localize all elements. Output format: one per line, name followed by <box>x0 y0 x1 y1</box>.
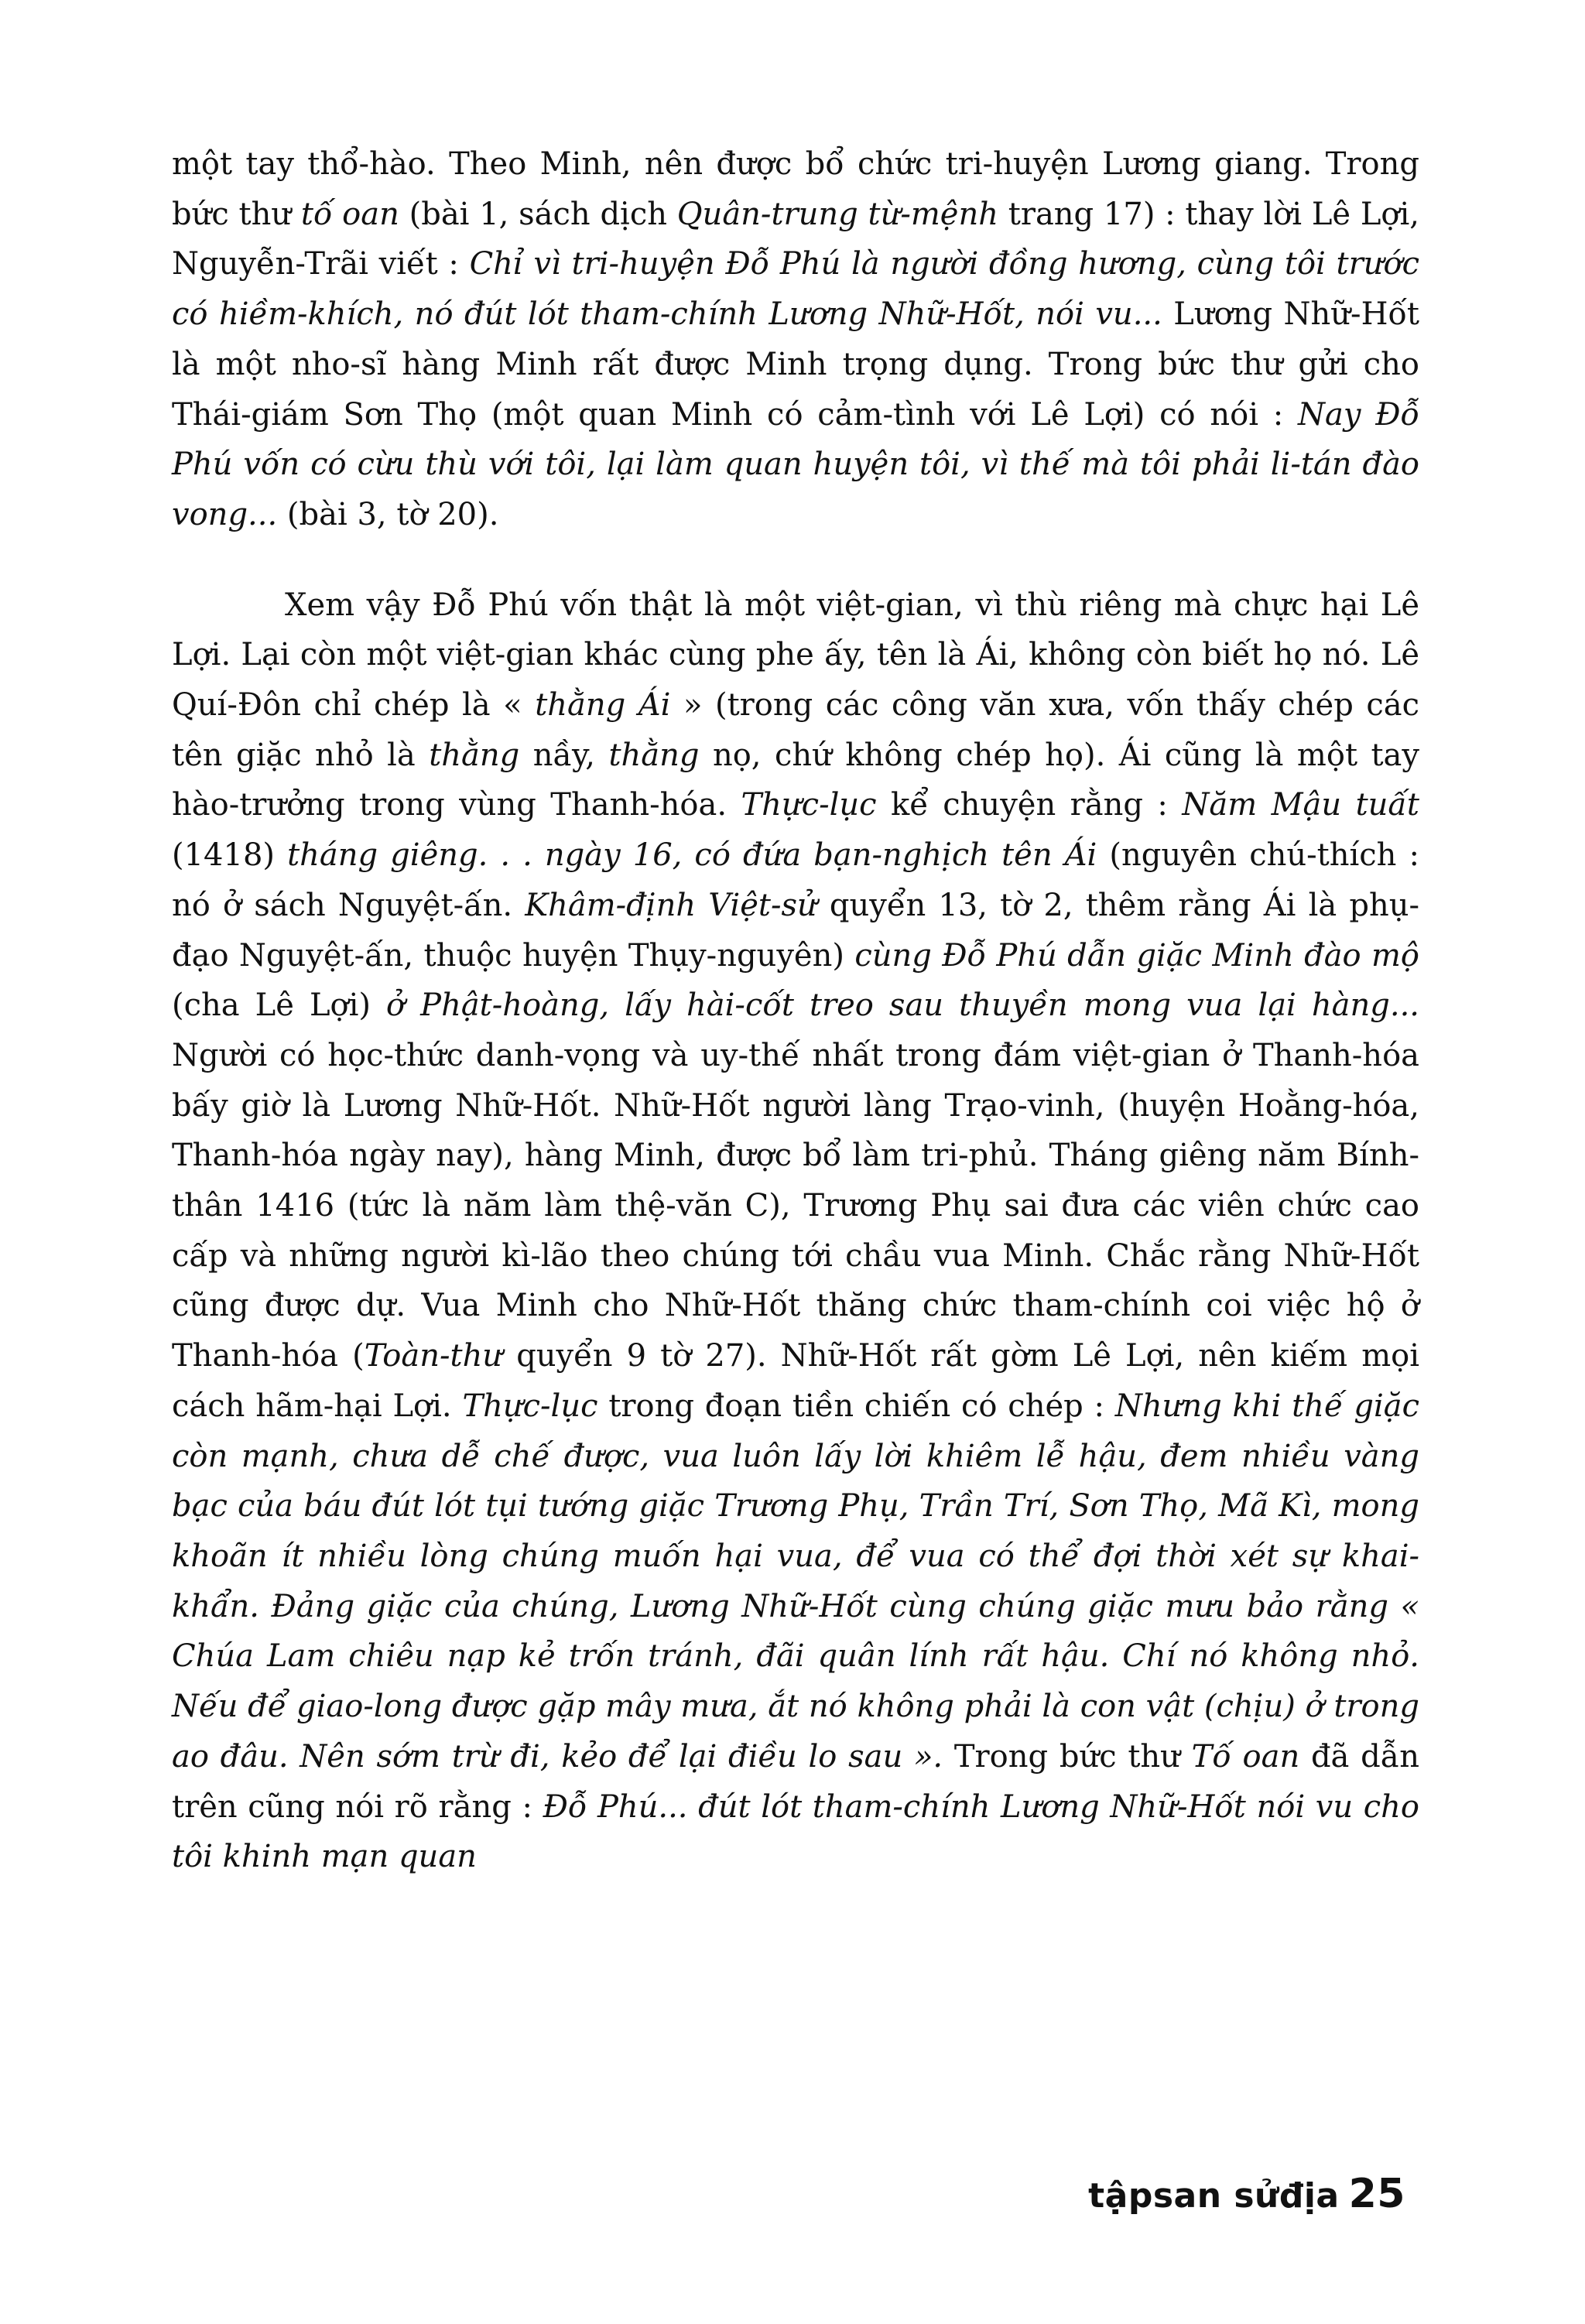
text-run: nầy, <box>519 737 609 773</box>
text-run: một tay thổ-hào. Theo Minh, nên được bổ chức tri-huyện Lương giang. Trong bức thư <box>172 146 1419 232</box>
italic-citation: Thực-lục <box>741 787 877 823</box>
text-run: (bài 3, tờ 20). <box>277 496 499 532</box>
italic-citation: Tố oan <box>1191 1738 1300 1775</box>
text-run: (1418) <box>172 837 288 874</box>
italic-quote: cùng Đỗ Phú dẫn giặc Minh đào mộ <box>854 937 1419 974</box>
italic-term: thằng Ái <box>535 687 671 724</box>
text-run: Người có học-thức danh-vọng và uy-thế nhất trong đám việt-gian ở Thanh-hóa bấy giờ là Lương Nhữ-Hốt. Nhữ-Hốt người làng Trạo-vinh, (huyện Hoằng-hóa, Thanh-hóa ngày nay), hàng Minh, được bổ làm tri-phủ. Tháng giêng năm Bính-thân 1416 (tức là năm làm thệ-văn C), Trương Phụ sai đưa các viên chức cao cấp và những người kì-lão theo chúng tới chầu vua Minh. Chắc rằng Nhữ-Hốt cũng được dự. Vua Minh cho Nhữ-Hốt thăng chức tham-chính coi việc hộ ở Thanh-hóa ( <box>172 1037 1419 1374</box>
text-run: Trong bức thư <box>943 1738 1192 1775</box>
italic-citation: Quân-trung từ-mệnh <box>676 196 998 232</box>
italic-citation: Toàn-thư <box>364 1338 503 1374</box>
text-run: nọ, chứ không chép họ). Ái cũng là một tay hào-trưởng trong vùng Thanh-hóa. <box>172 737 1419 823</box>
text-run: kể chuyện rằng : <box>876 787 1183 823</box>
italic-quote: ở Phật-hoàng, lấy hài-cốt treo sau thuyền mong vua lại hàng... <box>386 987 1419 1024</box>
text-run: (bài 1, sách dịch <box>399 196 677 232</box>
italic-quote: Nhưng khi thế giặc còn mạnh, chưa dễ chế được, vua luôn lấy lời khiêm lễ hậu, đem nhiều vàng bạc của báu đút lót tụi tướng giặc Trương Phụ, Trần Trí, Sơn Thọ, Mã Kì, mong khoãn ít nhiều lòng chúng muốn hại vua, để vua có thể đợi thời xét sự khai-khẩn. Đảng giặc của chúng, Lương Nhữ-Hốt cùng chúng giặc mưu bảo rằng « Chúa Lam chiêu nạp kẻ trốn tránh, đãi quân lính rất hậu. Chí nó không nhỏ. Nếu để giao-long được gặp mây mưa, ắt nó không phải là con vật (chịu) ở trong ao đâu. Nên sớm trừ đi, kẻo để lại điều lo sau ». <box>172 1388 1420 1775</box>
text-run: quyển 13, tờ 2, thêm rằng Ái là phụ-đạo Nguyệt-ấn, thuộc huyện Thụy-nguyên) <box>172 887 1419 974</box>
text-run: quyển 9 tờ 27). Nhữ-Hốt rất gờm Lê Lợi, nên kiếm mọi cách hãm-hại Lợi. <box>172 1338 1419 1424</box>
paragraph-1 <box>172 139 1419 540</box>
paragraph-2 <box>172 580 1419 1882</box>
publication-name: tậpsan sửđịa <box>1088 2176 1340 2216</box>
italic-quote: Chỉ vì tri-huyện Đỗ Phú là người đồng hương, cùng tôi trước có hiềm-khích, nó đút lót tham-chính Lương Nhữ-Hốt, nói vu... <box>172 246 1419 333</box>
body-text <box>172 139 1419 1882</box>
text-run: trang 17) : thay lời Lê Lợi, Nguyễn-Trãi viết : <box>172 196 1419 282</box>
italic-term: thằng <box>429 737 520 773</box>
italic-citation: tố oan <box>300 196 399 232</box>
text-run: (cha Lê Lợi) <box>172 987 387 1024</box>
text-run: trong đoạn tiền chiến có chép : <box>597 1388 1115 1424</box>
italic-citation: Thực-lục <box>462 1388 598 1424</box>
italic-term: thằng <box>608 737 700 773</box>
text-run: Xem vậy Đỗ Phú vốn thật là một việt-gian, vì thù riêng mà chực hại Lê Lợi. Lại còn một việt-gian khác cùng phe ấy, tên là Ái, không còn biết họ nó. Lê Quí-Đôn chỉ chép là « <box>172 587 1419 724</box>
text-run: đã dẫn trên cũng nói rõ rằng : <box>172 1738 1420 1825</box>
italic-quote: tháng giêng. . . ngày 16, có đứa bạn-nghịch tên Ái <box>287 837 1097 874</box>
italic-citation: Khâm-định Việt-sử <box>525 887 817 923</box>
italic-quote: Nay Đỗ Phú vốn có cừu thù với tôi, lại làm quan huyện tôi, vì thế mà tôi phải li-tán đào vong... <box>172 396 1419 532</box>
text-run: Lương Nhữ-Hốt là một nho-sĩ hàng Minh rất được Minh trọng dụng. Trong bức thư gửi cho Thái-giám Sơn Thọ (một quan Minh có cảm-tình với Lê Lợi) có nói : <box>172 296 1420 433</box>
page-footer <box>1088 2171 1405 2217</box>
text-run: (nguyên chú-thích : nó ở sách Nguyệt-ấn. <box>172 837 1419 923</box>
italic-quote: Đỗ Phú... đút lót tham-chính Lương Nhữ-Hốt nói vu cho tôi khinh mạn quan <box>172 1788 1419 1875</box>
page-number: 25 <box>1348 2171 1405 2217</box>
text-run: » (trong các công văn xưa, vốn thấy chép các tên giặc nhỏ là <box>172 687 1419 773</box>
italic-quote: Năm Mậu tuất <box>1182 787 1419 823</box>
